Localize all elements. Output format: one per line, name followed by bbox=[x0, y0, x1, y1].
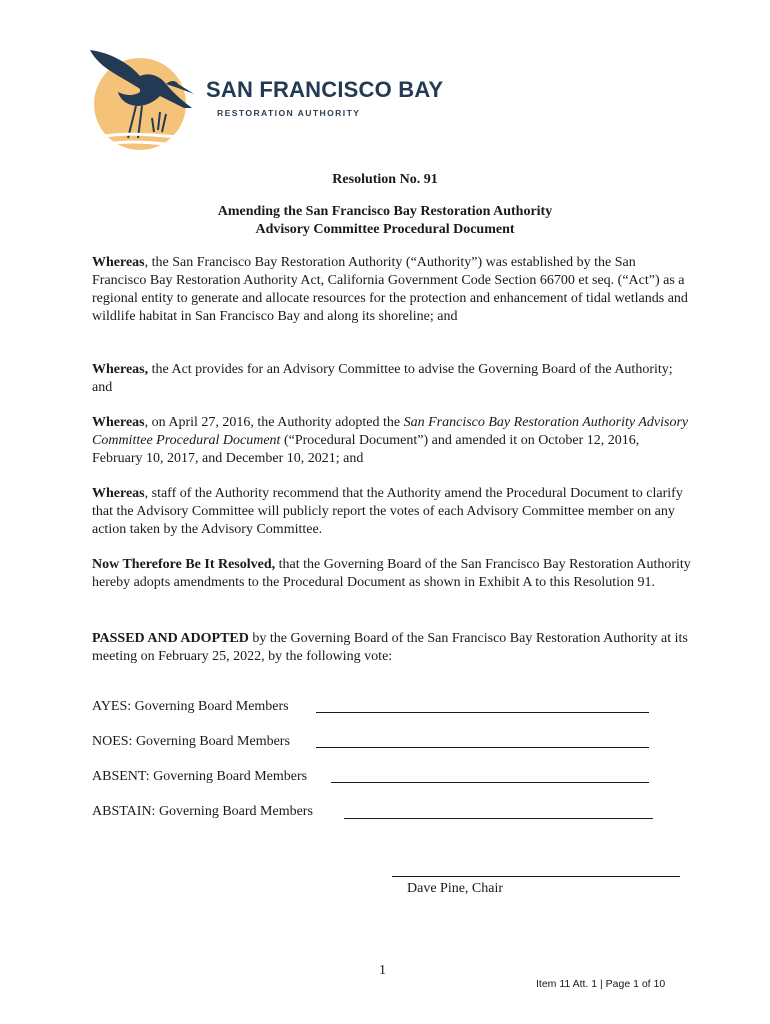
vote-abstain-label: ABSTAIN: Governing Board Members bbox=[92, 804, 313, 819]
title-line-1: Amending the San Francisco Bay Restoration Authority bbox=[217, 204, 553, 219]
vote-noes-label: NOES: Governing Board Members bbox=[92, 734, 290, 749]
resolution-title bbox=[0, 203, 770, 239]
vote-absent-line bbox=[331, 782, 649, 783]
paragraph-text: , on April 27, 2016, the Authority adopted the bbox=[144, 415, 404, 430]
paragraph-lead: Whereas bbox=[92, 486, 145, 501]
paragraph-text: the Act provides for an Advisory Committee to advise the Governing Board of the Authority; and bbox=[92, 362, 673, 395]
vote-noes-line bbox=[316, 747, 649, 748]
paragraph-text: , the San Francisco Bay Restoration Authority (“Authority”) was established by the San Francisco Bay Restoration Authority Act, California Government Code Section 66700 et seq. (“Act”) as a regional entity to generate and allocate resources for the protection and enhancement of tidal wetlands and wildlife habitat in San Francisco Bay and along its shoreline; and bbox=[92, 255, 688, 324]
whereas-paragraph-1 bbox=[92, 254, 692, 326]
paragraph-text: by the Governing Board of the San Francisco Bay Restoration Authority at its meeting on February 25, 2022, by the following vote: bbox=[92, 631, 688, 664]
whereas-paragraph-2 bbox=[92, 361, 692, 397]
resolution-number: Resolution No. 91 bbox=[332, 172, 438, 187]
vote-abstain-line bbox=[344, 818, 653, 819]
passed-adopted-paragraph bbox=[92, 630, 692, 666]
vote-absent-label: ABSENT: Governing Board Members bbox=[92, 769, 308, 784]
paragraph-lead: Now Therefore Be It Resolved, bbox=[92, 557, 276, 572]
paragraph-lead: Whereas bbox=[92, 415, 145, 430]
organization-logo bbox=[88, 42, 444, 154]
title-line-2: Advisory Committee Procedural Document bbox=[255, 222, 515, 237]
paragraph-text: that the Governing Board of the San Francisco Bay Restoration Authority hereby adopts amendments to the Procedural Document as shown in Exhibit A to this Resolution 91. bbox=[92, 557, 691, 590]
organization-name: SAN FRANCISCO BAY bbox=[206, 77, 444, 102]
paragraph-text: (“Procedural Document”) and amended it on October 12, 2016, February 10, 2017, and December 10, 2021; and bbox=[92, 433, 640, 466]
page-number: 1 bbox=[379, 963, 386, 978]
resolved-paragraph bbox=[92, 556, 692, 592]
vote-ayes-line bbox=[316, 712, 649, 713]
vote-ayes-label: AYES: Governing Board Members bbox=[92, 699, 289, 714]
paragraph-lead: PASSED AND ADOPTED bbox=[92, 631, 249, 646]
signature-line bbox=[392, 876, 680, 877]
paragraph-text: , staff of the Authority recommend that the Authority amend the Procedural Document to clarify that the Advisory Committee will publicly report the votes of each Advisory Committee member on any action taken by the Advisory Committee. bbox=[92, 486, 683, 537]
signatory-name: Dave Pine, Chair bbox=[407, 881, 504, 896]
whereas-paragraph-4 bbox=[92, 485, 692, 539]
paragraph-lead: Whereas bbox=[92, 255, 145, 270]
heron-sun-logo-icon bbox=[88, 42, 208, 154]
whereas-paragraph-3 bbox=[92, 414, 692, 468]
organization-subtitle: RESTORATION AUTHORITY bbox=[217, 108, 361, 118]
document-title-italic: San Francisco Bay Restoration Authority Advisory Committee Procedural Document bbox=[92, 415, 689, 448]
page-footer: Item 11 Att. 1 | Page 1 of 10 bbox=[536, 978, 666, 990]
paragraph-lead: Whereas, bbox=[92, 362, 149, 377]
